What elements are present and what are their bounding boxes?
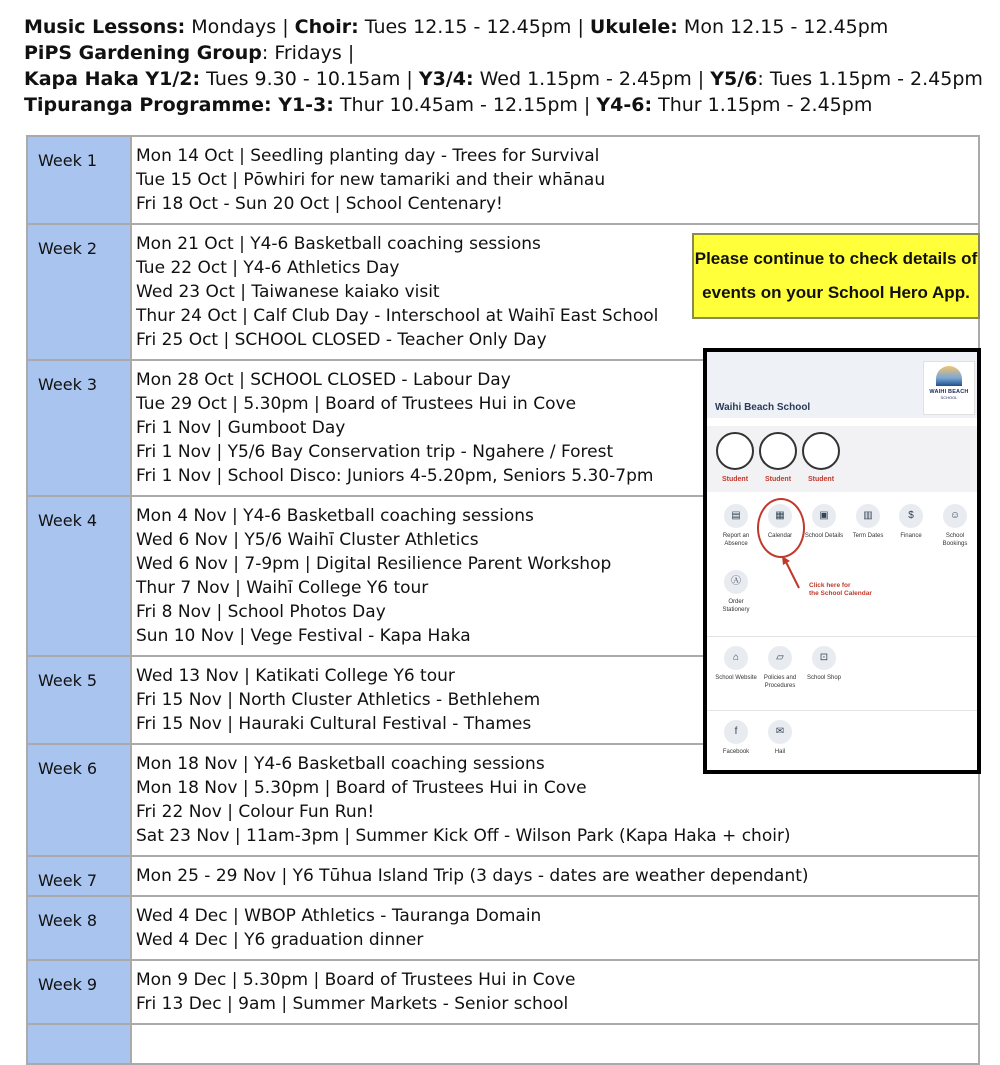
logo-name: WAIHI BEACH [929,389,969,395]
app-hail[interactable] [758,720,802,756]
app-header [707,352,977,418]
logo-emblem-icon [936,366,962,386]
week-row [27,136,979,224]
music-value: Mondays | [185,16,295,38]
app-term-dates[interactable] [846,504,890,540]
report-icon: ▤ [724,504,748,528]
event-item: Wed 13 Nov | Katikati College Y6 tour [136,666,455,686]
student-row [707,426,977,492]
kapa-label: Kapa Haka Y1/2: [24,68,201,90]
event-item: Mon 21 Oct | Y4-6 Basketball coaching sessions [136,234,541,254]
app-finance[interactable] [889,504,933,540]
tipuranga-label: Tipuranga Programme: Y1-3: [24,94,334,116]
app-label: School Bookings [942,533,968,547]
calendar-icon: ▦ [768,504,792,528]
event-item: Mon 28 Oct | SCHOOL CLOSED - Labour Day [136,370,511,390]
school-logo [923,361,975,415]
calendar-hint-text: Click here for the School Calendar [809,582,872,597]
notice-line-1: Please continue to check details of [694,249,978,268]
app-label: Policies and Procedures [763,675,797,689]
app-label: Finance [900,533,922,539]
week-row [27,896,979,960]
event-item [136,1032,978,1056]
event-item: Sat 23 Nov | 11am-3pm | Summer Kick Off - Wilson Park (Kapa Haka + choir) [136,826,791,846]
event-item: Fri 8 Nov | School Photos Day [136,602,386,622]
week-events [131,960,979,1024]
student-avatar [802,432,840,470]
week-events [131,1024,979,1064]
event-item: Wed 23 Oct | Taiwanese kaiako visit [136,282,440,302]
header-line-3 [24,66,984,92]
event-item: Fri 1 Nov | Y5/6 Bay Conservation trip - Ngahere / Forest [136,442,614,462]
week-label: Week 5 [27,656,131,744]
student-avatar [759,432,797,470]
y34-value: Wed 1.15pm - 2.45pm | [473,68,711,90]
pips-value: : Fridays | [261,42,355,64]
event-item: Fri 25 Oct | SCHOOL CLOSED - Teacher Only Day [136,330,547,350]
student-label: Student [807,476,835,483]
app-school-website[interactable] [714,646,758,682]
week-label: Week 1 [27,136,131,224]
calendar-highlight-circle [757,498,805,558]
choir-value: Tues 12.15 - 12.45pm | [358,16,590,38]
pointer-arrow-icon [779,556,803,590]
event-item: Mon 14 Oct | Seedling planting day - Trees for Survival [136,146,600,166]
app-label: Facebook [722,749,750,755]
app-label: Calendar [767,533,793,539]
app-label: Report an Absence [722,533,750,547]
notice-line-2: events on your School Hero App. [702,283,970,302]
event-item: Tue 15 Oct | Pōwhiri for new tamariki and their whānau [136,170,606,190]
event-item: Mon 18 Nov | 5.30pm | Board of Trustees Hui in Cove [136,778,587,798]
music-label: Music Lessons: [24,16,186,38]
ukulele-value: Mon 12.15 - 12.45pm [677,16,889,38]
event-item: Fri 15 Nov | Hauraki Cultural Festival - Thames [136,714,532,734]
event-item: Fri 1 Nov | School Disco: Juniors 4-5.20pm, Seniors 5.30-7pm [136,466,654,486]
event-item: Fri 1 Nov | Gumboot Day [136,418,346,438]
y56-label: Y5/6 [710,68,758,90]
event-item: Thur 24 Oct | Calf Club Day - Interschool at Waihī East School [136,306,659,326]
week-events [131,136,979,224]
event-item: Fri 13 Dec | 9am | Summer Markets - Senior school [136,994,569,1014]
bookings-icon: ☺ [943,504,967,528]
event-item: Fri 15 Nov | North Cluster Athletics - Bethlehem [136,690,541,710]
week-label: Week 9 [27,960,131,1024]
student-card[interactable] [799,432,843,483]
header-line-2 [24,40,984,66]
y34-label: Y3/4: [418,68,474,90]
week-label: Week 3 [27,360,131,496]
facebook-icon: f [724,720,748,744]
event-item: Wed 6 Nov | 7-9pm | Digital Resilience Parent Workshop [136,554,612,574]
student-card[interactable] [756,432,800,483]
logo-sub: SCHOOL [940,395,958,400]
header-line-4 [24,92,984,118]
info-header [24,14,984,118]
event-item: Wed 4 Dec | WBOP Athletics - Tauranga Domain [136,906,542,926]
week-events [131,896,979,960]
app-label: Hail [774,749,786,755]
event-item: Wed 4 Dec | Y6 graduation dinner [136,930,424,950]
app-label: Term Dates [852,533,884,539]
cart-icon: ⊡ [812,646,836,670]
event-item: Sun 10 Nov | Vege Festival - Kapa Haka [136,626,471,646]
website-icon: ⌂ [724,646,748,670]
week-label [27,1024,131,1064]
event-item: Mon 25 - 29 Nov | Y6 Tūhua Island Trip (3 days - dates are weather dependant) [136,866,809,886]
y56-value: : Tues 1.15pm - 2.45pm [757,68,983,90]
folder-icon: ▱ [768,646,792,670]
event-item: Mon 4 Nov | Y4-6 Basketball coaching sessions [136,506,534,526]
week-label: Week 6 [27,744,131,856]
app-order-stationery[interactable] [714,570,758,614]
app-label: School Shop [806,675,842,681]
app-school-bookings[interactable] [933,504,977,548]
app-label: Order Stationery [722,599,750,613]
ukulele-label: Ukulele: [589,16,678,38]
app-label: School Website [715,675,757,681]
event-item: Mon 9 Dec | 5.30pm | Board of Trustees Hui in Cove [136,970,576,990]
week-label: Week 2 [27,224,131,360]
details-icon: ▣ [812,504,836,528]
app-reminder-notice [692,233,980,319]
week-label: Week 8 [27,896,131,960]
app-label: School Details [804,533,844,539]
hail-icon: ✉ [768,720,792,744]
week-row [27,960,979,1024]
divider [707,636,977,637]
week-row [27,1024,979,1064]
week-label: Week 4 [27,496,131,656]
term-dates-icon: ▥ [856,504,880,528]
tipuranga-value: Thur 10.45am - 12.15pm | [333,94,597,116]
event-item: Tue 29 Oct | 5.30pm | Board of Trustees Hui in Cove [136,394,577,414]
week-events [131,856,979,896]
event-item: Wed 6 Nov | Y5/6 Waihī Cluster Athletics [136,530,479,550]
app-school-name: Waihi Beach School [715,402,811,413]
stationery-icon: Ⓐ [724,570,748,594]
school-hero-app-screenshot [703,348,981,774]
week-row [27,856,979,896]
week-label: Week 7 [27,856,131,896]
calendar-hint [809,582,872,598]
event-item: Fri 18 Oct - Sun 20 Oct | School Centenary! [136,194,503,214]
header-line-1 [24,14,984,40]
pips-label: PiPS Gardening Group [24,42,262,64]
student-card[interactable] [713,432,757,483]
app-school-shop[interactable] [802,646,846,682]
kapa-value: Tues 9.30 - 10.15am | [200,68,419,90]
student-label: Student [764,476,792,483]
finance-icon: $ [899,504,923,528]
app-report-absence[interactable] [714,504,758,548]
event-item: Mon 18 Nov | Y4-6 Basketball coaching sessions [136,754,545,774]
divider [707,710,977,711]
event-item: Tue 22 Oct | Y4-6 Athletics Day [136,258,400,278]
choir-label: Choir: [294,16,359,38]
y46-label: Y4-6: [596,94,653,116]
y46-value: Thur 1.15pm - 2.45pm [652,94,873,116]
event-item: Fri 22 Nov | Colour Fun Run! [136,802,375,822]
app-school-details[interactable] [802,504,846,540]
app-policies[interactable] [758,646,802,690]
app-facebook[interactable] [714,720,758,756]
student-label: Student [721,476,749,483]
event-item: Thur 7 Nov | Waihī College Y6 tour [136,578,429,598]
student-avatar [716,432,754,470]
